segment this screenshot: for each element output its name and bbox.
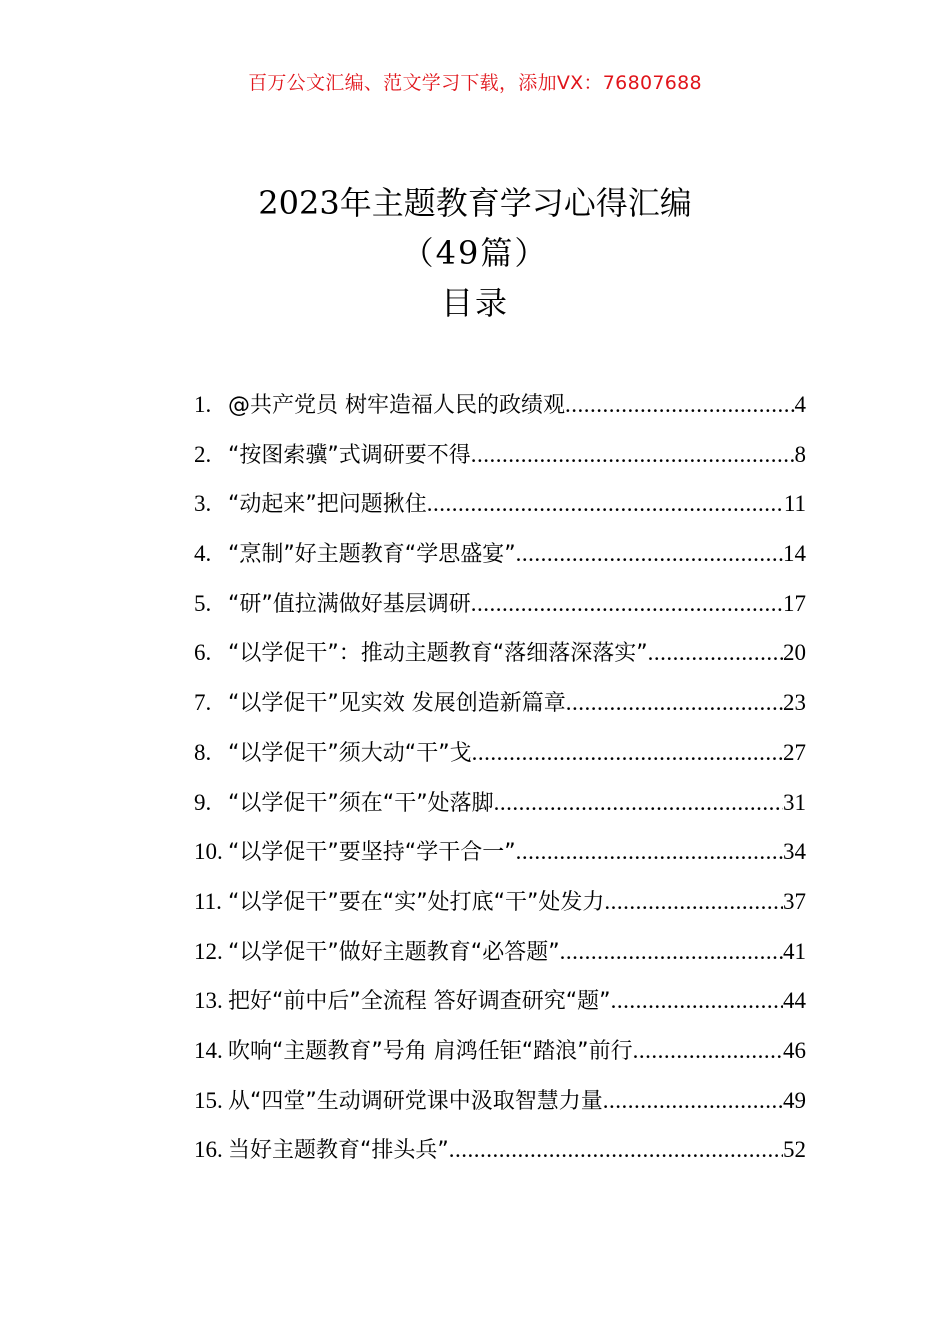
toc-entry-page: 14 [783, 541, 806, 567]
toc-entry-title: “以学促干”须大动“干”戈 [228, 740, 472, 766]
toc-entry-page: 11 [783, 491, 806, 517]
toc-leader-dots [648, 628, 783, 678]
toc-entry-title: 当好主题教育“排头兵” [228, 1138, 449, 1164]
toc-leader-dots [516, 529, 783, 579]
toc-entry[interactable] [194, 529, 806, 579]
toc-entry[interactable] [194, 1026, 806, 1076]
toc-entry-number: 4. [194, 541, 212, 567]
toc-entry-title: “以学促干”见实效 发展创造新篇章 [228, 691, 566, 717]
toc-entry-page: 49 [783, 1087, 806, 1113]
toc-entry-title: 从“四堂”生动调研党课中汲取智慧力量 [228, 1088, 603, 1114]
toc-leader-dots [611, 976, 783, 1026]
toc-entry-title: “以学促干”要坚持“学干合一” [228, 840, 516, 866]
toc-entry-page: 34 [783, 839, 806, 865]
toc-entry-title: “烹制”好主题教育“学思盛宴” [228, 542, 516, 568]
toc-entry-number: 6. [194, 640, 212, 666]
toc-entry[interactable] [194, 1125, 806, 1175]
toc-leader-dots [449, 1125, 783, 1175]
toc-entry-number: 11. [194, 888, 222, 914]
toc-entry[interactable] [194, 827, 806, 877]
toc-leader-dots [566, 678, 783, 728]
toc-entry-title: 把好“前中后”全流程 答好调查研究“题” [228, 989, 611, 1015]
toc-entry-number: 2. [194, 441, 212, 467]
toc-entry-title: “以学促干”做好主题教育“必答题” [228, 939, 560, 965]
document-title: 2023年主题教育学习心得汇编 [258, 184, 692, 222]
toc-entry-page: 4 [794, 392, 806, 417]
toc-leader-dots [603, 1076, 783, 1126]
toc-entry-title: “以学促干”须在“干”处落脚 [228, 790, 494, 816]
toc-entry-page: 27 [783, 739, 806, 765]
toc-entry-page: 17 [783, 590, 806, 616]
toc-entry-title: 吹响“主题教育”号角 肩鸿任钜“踏浪”前行 [228, 1038, 633, 1064]
toc-entry-title: “以学促干”：推动主题教育“落细落深落实” [228, 641, 648, 667]
toc-entry-number: 15. [194, 1087, 223, 1113]
toc-entry-number: 14. [194, 1037, 223, 1063]
toc-entry-number: 9. [194, 789, 212, 815]
toc-entry-page: 46 [783, 1037, 806, 1063]
toc-entry[interactable] [194, 380, 806, 430]
toc-entry-page: 41 [783, 938, 806, 964]
toc-entry[interactable] [194, 927, 806, 977]
toc-entry[interactable] [194, 678, 806, 728]
toc-leader-dots [427, 479, 784, 529]
toc-entry[interactable] [194, 628, 806, 678]
toc-entry-number: 7. [194, 690, 212, 716]
toc-entry-title: “按图索骥”式调研要不得 [228, 442, 471, 468]
toc-entry-title: “动起来”把问题揪住 [228, 492, 427, 518]
title-block [0, 178, 950, 328]
toc-entry[interactable] [194, 728, 806, 778]
toc-entry-page: 37 [783, 888, 806, 914]
toc-entry-page: 31 [783, 789, 806, 815]
toc-entry[interactable] [194, 479, 806, 529]
toc-entry-page: 44 [783, 988, 806, 1014]
toc-entry-page: 52 [783, 1137, 806, 1163]
toc-entry[interactable] [194, 579, 806, 629]
toc-entry[interactable] [194, 1076, 806, 1126]
toc-leader-dots [516, 827, 783, 877]
toc-entry-page: 8 [794, 441, 806, 467]
toc-entry-number: 10. [194, 839, 223, 865]
toc-leader-dots [633, 1026, 783, 1076]
toc-entry[interactable] [194, 778, 806, 828]
toc-entry-number: 12. [194, 938, 223, 964]
toc-entry-number: 3. [194, 491, 212, 517]
toc-entry-number: 1. [194, 392, 212, 417]
toc-leader-dots [472, 728, 783, 778]
toc-heading: 目录 [440, 284, 509, 322]
article-count: （49篇） [401, 234, 549, 272]
toc-entry[interactable] [194, 430, 806, 480]
table-of-contents [194, 380, 806, 1175]
toc-entry[interactable] [194, 877, 806, 927]
toc-leader-dots [560, 927, 783, 977]
toc-leader-dots [604, 877, 783, 927]
toc-entry-number: 16. [194, 1137, 223, 1163]
toc-leader-dots [565, 380, 795, 430]
toc-entry-title: @共产党员 树牢造福人民的政绩观 [228, 393, 565, 418]
toc-leader-dots [471, 579, 783, 629]
toc-leader-dots [471, 430, 795, 480]
toc-entry-page: 20 [783, 640, 806, 666]
toc-entry-title: “研”值拉满做好基层调研 [228, 591, 471, 617]
header-note: 百万公文汇编、范文学习下载，添加VX：76807688 [248, 72, 702, 94]
toc-entry-page: 23 [783, 690, 806, 716]
toc-entry-number: 8. [194, 739, 212, 765]
toc-entry-number: 13. [194, 988, 223, 1014]
toc-entry-number: 5. [194, 590, 212, 616]
toc-entry-title: “以学促干”要在“实”处打底“干”处发力 [228, 889, 605, 915]
toc-leader-dots [494, 778, 783, 828]
toc-entry[interactable] [194, 976, 806, 1026]
